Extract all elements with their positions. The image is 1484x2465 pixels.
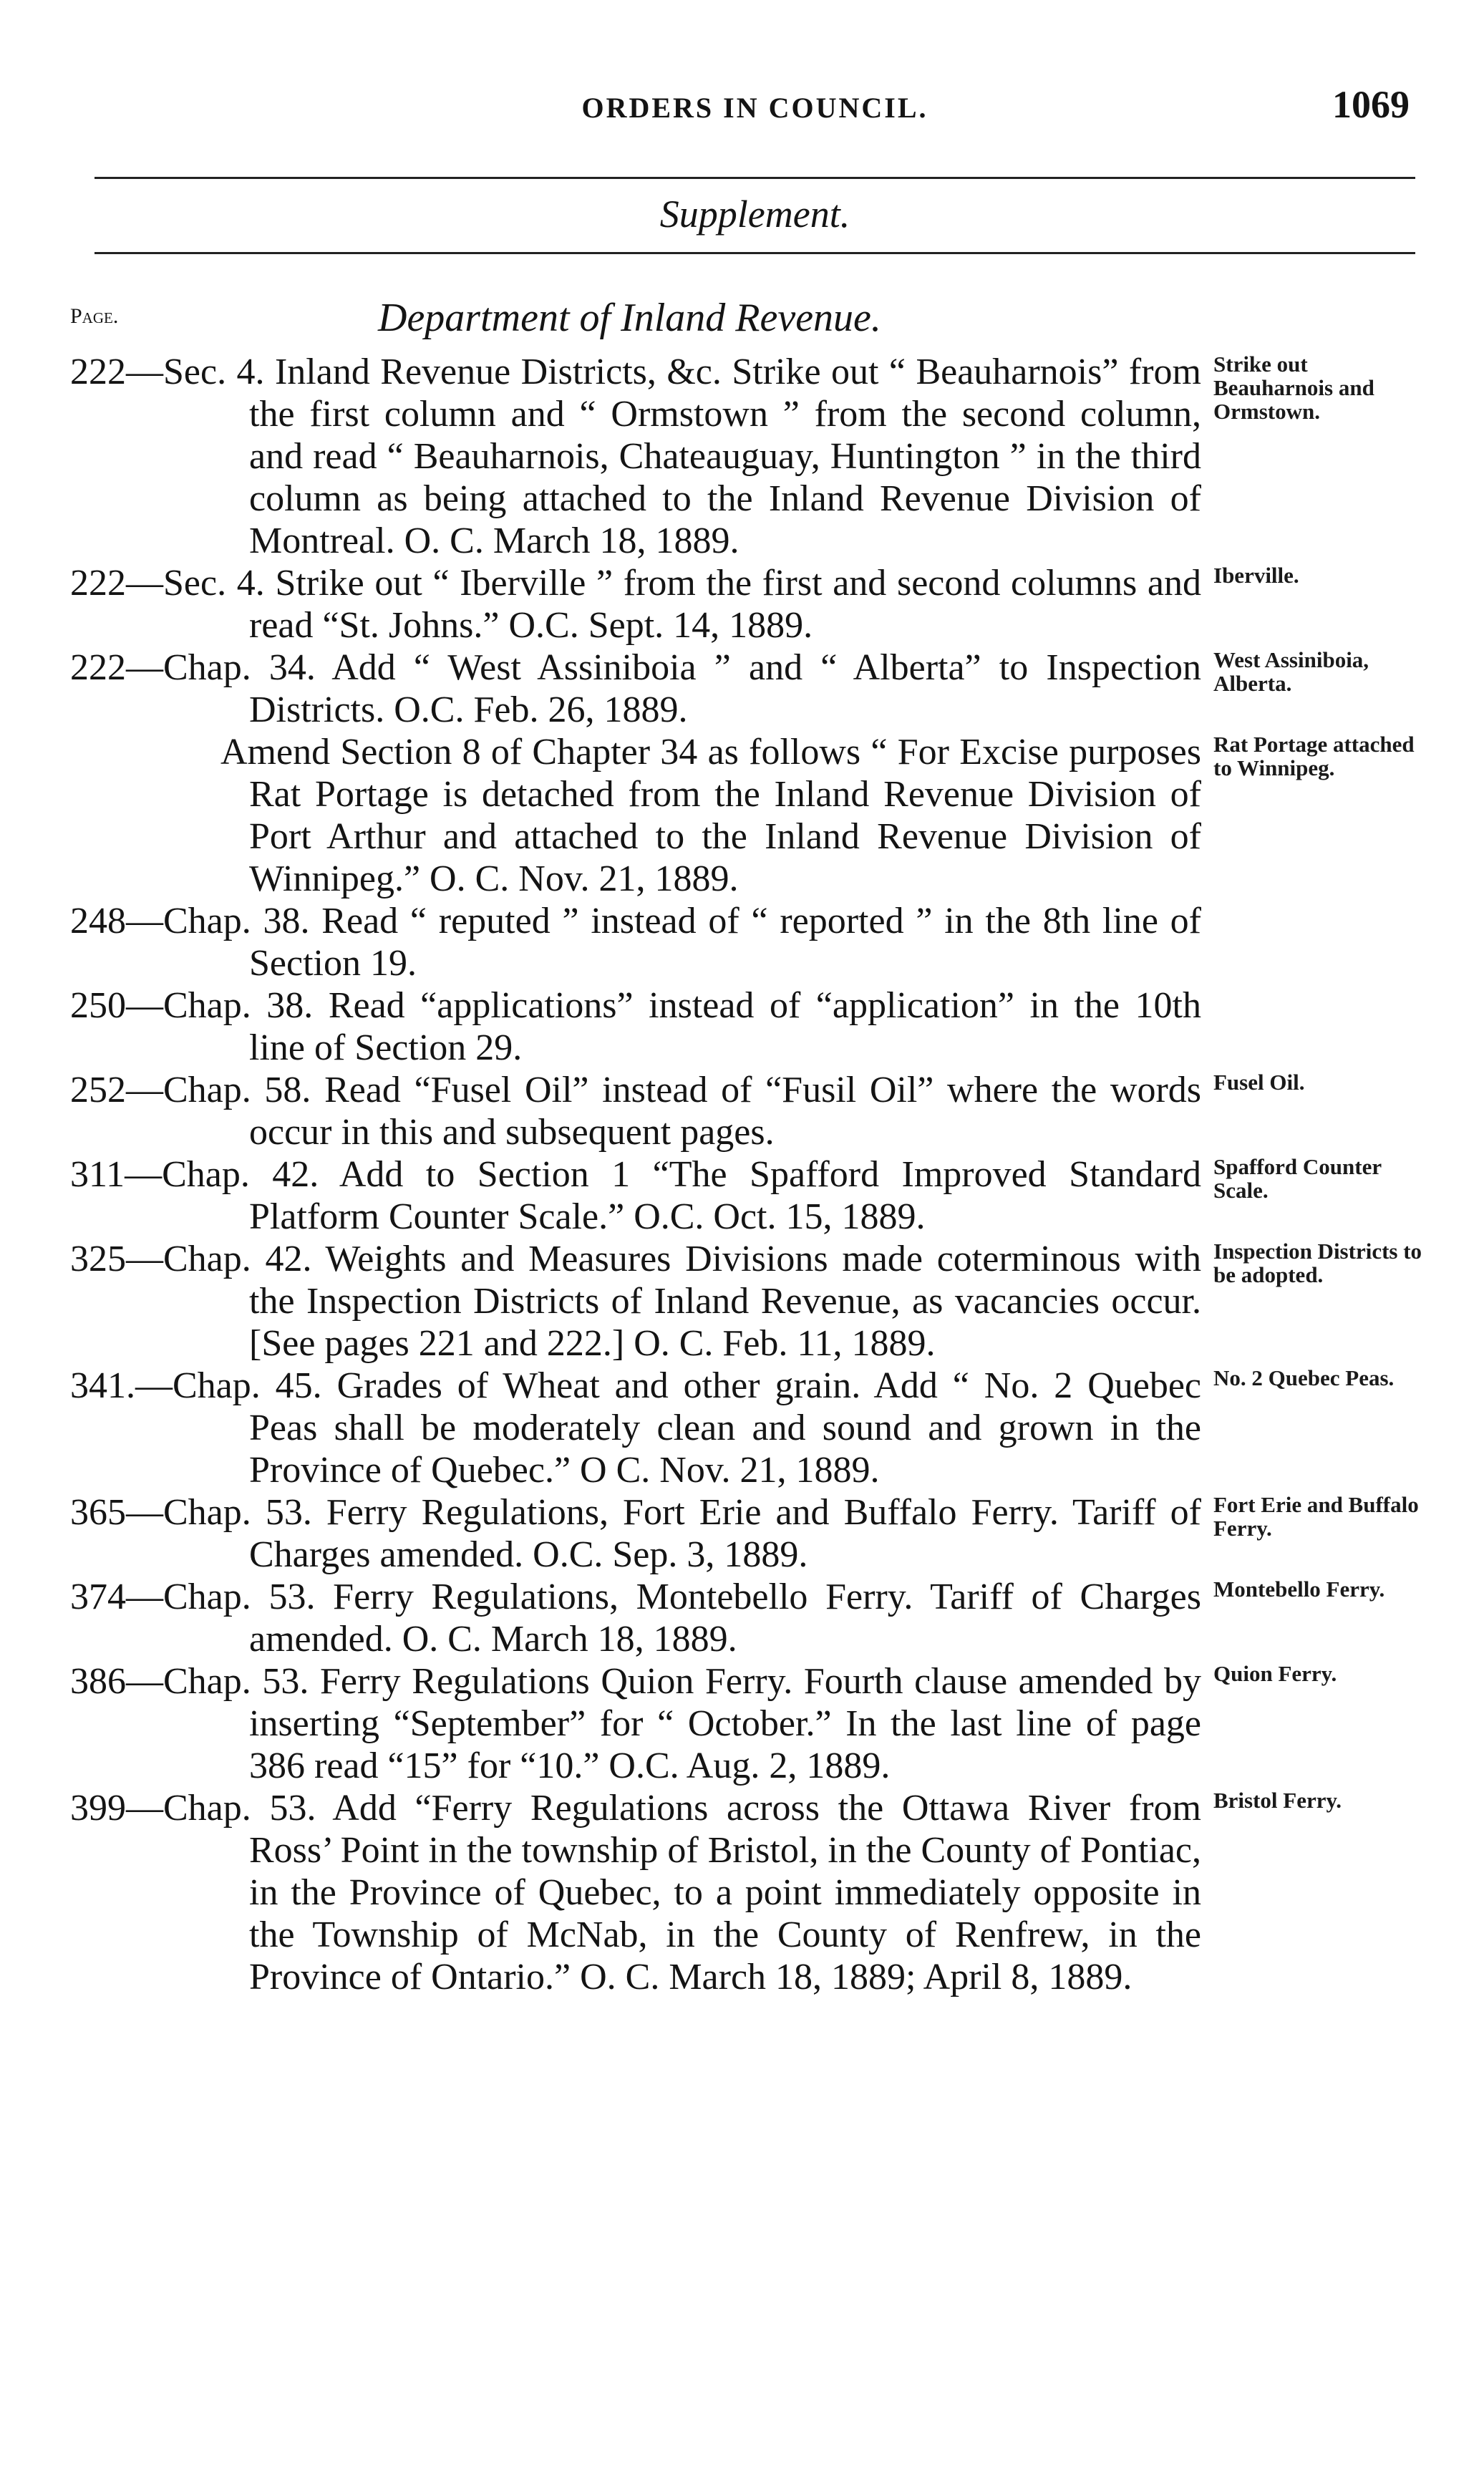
entry-rat-portage xyxy=(0,731,1484,900)
entry-325-inspection-districts xyxy=(0,1238,1484,1365)
page-column-label: Page. xyxy=(70,304,119,328)
top-rule xyxy=(94,177,1415,179)
entry-222-iberville xyxy=(0,562,1484,646)
margin-note: Quion Ferry. xyxy=(1213,1661,1337,1686)
entry-222-west-assiniboia xyxy=(0,646,1484,731)
entry-text: 365—Chap. 53. Ferry Regulations, Fort Erie and Buffalo Ferry. Tariff of Charges amended. O.C. Sep. 3, 1889. xyxy=(70,1492,1201,1575)
entry-222-inland-revenue-districts xyxy=(0,351,1484,562)
entry-250 xyxy=(0,984,1484,1069)
entry-text: Amend Section 8 of Chapter 34 as follows “ For Excise purposes Rat Portage is detached from the Inland Revenue Division of Port Arthur and attached to the Inland Revenue Division of Winnipeg.” O. C. Nov. 21, 1889. xyxy=(220,732,1201,899)
margin-note: Fusel Oil. xyxy=(1213,1070,1305,1095)
entry-text: 222—Sec. 4. Inland Revenue Districts, &c. Strike out “ Beauharnois” from the first column and “ Ormstown ” from the second column, and read “ Beauharnois, Chateauguay, Huntington ” in the third column as being attached to the Inland Revenue Division of Montreal. O. C. March 18, 1889. xyxy=(70,352,1201,561)
entry-365-fort-erie-ferry xyxy=(0,1491,1484,1576)
entries-list xyxy=(0,351,1484,1998)
entry-text: 386—Chap. 53. Ferry Regulations Quion Ferry. Fourth clause amended by inserting “September” for “ October.” In the last line of page 386 read “15” for “10.” O.C. Aug. 2, 1889. xyxy=(70,1661,1201,1786)
department-title: Department of Inland Revenue. xyxy=(378,296,881,340)
entry-text: 222—Chap. 34. Add “ West Assiniboia ” and “ Alberta” to Inspection Districts. O.C. Feb. 26, 1889. xyxy=(70,647,1201,730)
entry-386-quion-ferry xyxy=(0,1660,1484,1787)
entry-374-montebello-ferry xyxy=(0,1576,1484,1660)
running-head: ORDERS IN COUNCIL. xyxy=(581,92,928,124)
page-header xyxy=(94,82,1415,140)
margin-note: Montebello Ferry. xyxy=(1213,1577,1385,1602)
entry-399-bristol-ferry xyxy=(0,1787,1484,1998)
margin-note: Spafford Counter Scale. xyxy=(1213,1154,1382,1203)
entry-252-fusel-oil xyxy=(0,1069,1484,1153)
entry-text: 252—Chap. 58. Read “Fusel Oil” instead of “Fusil Oil” where the words occur in this and subsequent pages. xyxy=(70,1070,1201,1153)
entry-text: 325—Chap. 42. Weights and Measures Divisions made coterminous with the Inspection Districts of Inland Revenue, as vacancies occur. [See pages 221 and 222.] O. C. Feb. 11, 1889. xyxy=(70,1239,1201,1364)
margin-note: Fort Erie and Buffalo Ferry. xyxy=(1213,1492,1419,1541)
page-number: 1069 xyxy=(1332,83,1410,126)
entry-text: 248—Chap. 38. Read “ reputed ” instead of “ reported ” in the 8th line of Section 19. xyxy=(70,901,1201,984)
entry-text: 250—Chap. 38. Read “applications” instead of “application” in the 10th line of Section 29. xyxy=(70,985,1201,1068)
supplement-title: Supplement. xyxy=(659,193,850,236)
margin-note: West Assiniboia, Alberta. xyxy=(1213,647,1369,696)
entry-text: 341.—Chap. 45. Grades of Wheat and other grain. Add “ No. 2 Quebec Peas shall be moderately clean and sound and grown in the Province of Quebec.” O C. Nov. 21, 1889. xyxy=(70,1365,1201,1491)
entry-text: 222—Sec. 4. Strike out “ Iberville ” from the first and second columns and read “St. Johns.” O.C. Sept. 14, 1889. xyxy=(70,563,1201,646)
entry-text: 374—Chap. 53. Ferry Regulations, Montebello Ferry. Tariff of Charges amended. O. C. March 18, 1889. xyxy=(70,1577,1201,1660)
margin-note: Inspection Districts to be adopted. xyxy=(1213,1239,1422,1287)
entry-341-quebec-peas xyxy=(0,1365,1484,1491)
margin-note: No. 2 Quebec Peas. xyxy=(1213,1365,1395,1390)
margin-note: Strike out Beauharnois and Ormstown. xyxy=(1213,352,1374,424)
margin-note: Rat Portage attached to Winnipeg. xyxy=(1213,732,1415,780)
entry-text: 399—Chap. 53. Add “Ferry Regulations across the Ottawa River from Ross’ Point in the township of Bristol, in the County of Pontiac, in the Province of Quebec, to a point immediately opposite in the Township of McNab, in the County of Renfrew, in the Province of Ontario.” O. C. March 18, 1889; April 8, 1889. xyxy=(70,1788,1201,1997)
margin-note: Bristol Ferry. xyxy=(1213,1788,1342,1813)
entry-text: 311—Chap. 42. Add to Section 1 “The Spafford Improved Standard Platform Counter Scale.” O.C. Oct. 15, 1889. xyxy=(70,1154,1201,1237)
entry-311-spafford xyxy=(0,1153,1484,1238)
bottom-rule xyxy=(94,252,1415,254)
entry-248 xyxy=(0,900,1484,984)
margin-note: Iberville. xyxy=(1213,563,1299,588)
